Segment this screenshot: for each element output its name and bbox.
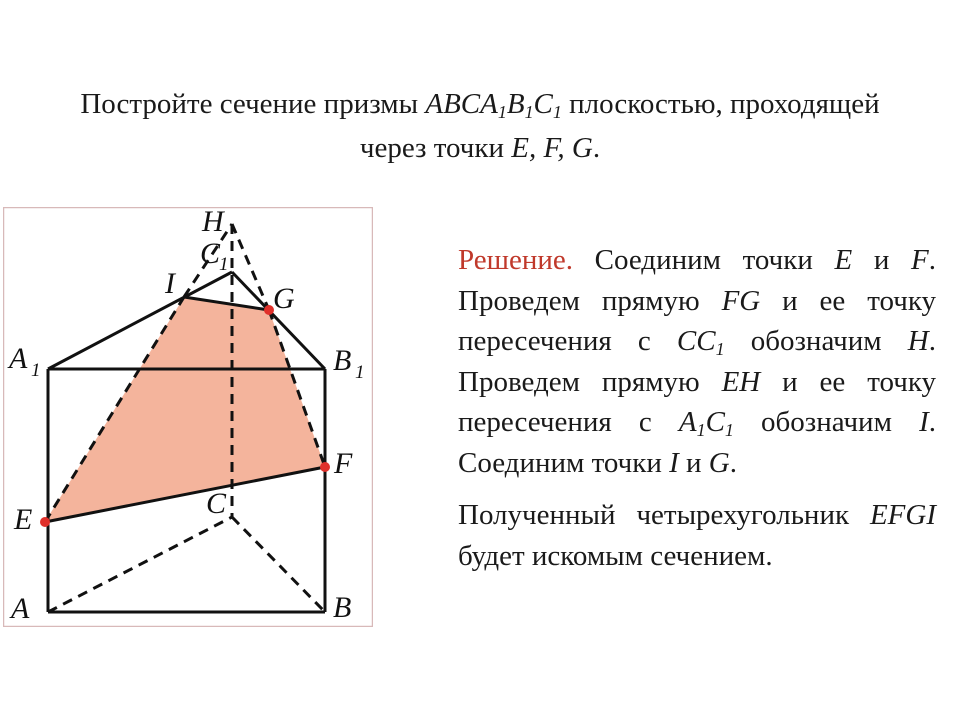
section-efgi <box>45 297 325 522</box>
point-f <box>320 462 330 472</box>
edge-c-b <box>232 517 325 612</box>
label-a1: A <box>9 342 28 375</box>
edge-a-c <box>48 517 232 612</box>
title-points: E, F, G <box>511 132 593 164</box>
label-a: A <box>11 592 30 625</box>
label-g: G <box>273 282 295 315</box>
label-b1: B <box>333 344 352 377</box>
prism-name: $ABCA_1B_1C_1$ <box>425 88 562 123</box>
label-c1: C <box>200 237 221 270</box>
label-a1-sub: 1 <box>31 360 41 381</box>
label-b: B <box>333 591 352 624</box>
label-i: I <box>165 267 175 300</box>
title-line-1 <box>0 82 960 126</box>
label-b1-sub: 1 <box>355 362 365 383</box>
prism-diagram <box>3 207 373 627</box>
label-e: E <box>14 503 33 536</box>
solution-paragraph-2: Полученный четырехугольник EFGI будет искомым сечением. <box>458 499 936 572</box>
task-title <box>0 82 960 170</box>
label-c: C <box>206 487 227 520</box>
title-text: Постройте сечение призмы <box>80 88 426 120</box>
label-h: H <box>202 207 224 238</box>
title-text-2: плоскостью, проходящей <box>561 88 880 120</box>
line-h-g <box>232 224 269 310</box>
point-e <box>40 517 50 527</box>
solution-text <box>458 240 936 576</box>
label-f: F <box>334 447 353 480</box>
solution-heading: Решение. <box>458 244 573 276</box>
title-line-2: через точки E, F, G. <box>359 132 601 164</box>
solution-paragraph-1: Решение. Соединим точки E и F. Проведем прямую FG и ее точку пересечения с $CC_1$ обозначим H. Проведем прямую EH и ее точку пересечения с $A_1C_1$ обозначим I. Соединим точки I и G. <box>458 244 936 479</box>
label-c1-sub: 1 <box>219 254 229 275</box>
